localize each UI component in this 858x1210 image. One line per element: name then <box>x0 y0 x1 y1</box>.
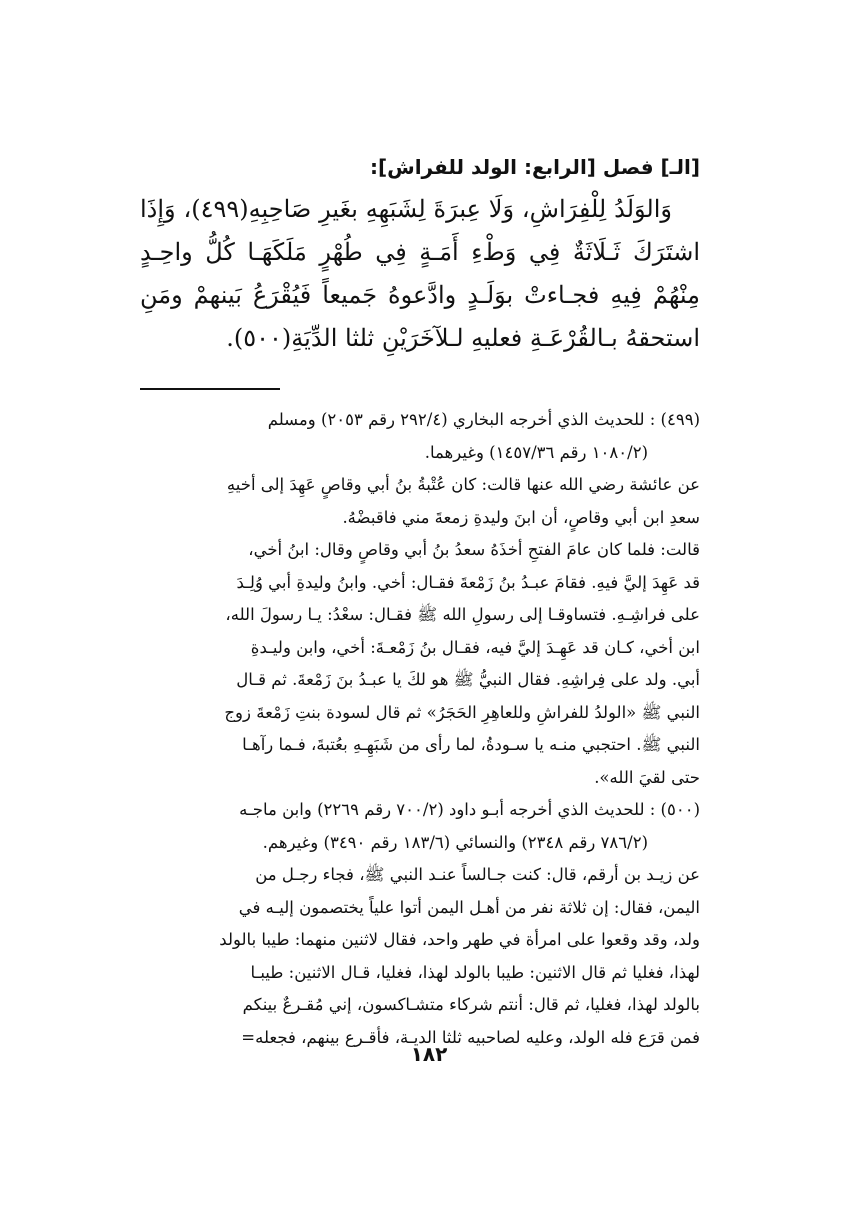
footnote-line: على فراشِـهِ. فتساوقـا إلى رسولِ الله ﷺ فقـال: سعْدُ: يـا رسولَ الله، <box>225 605 700 624</box>
footnote-line: عن زيـد بن أرقم، قال: كنت جـالساً عنـد النبي ﷺ، فجاء رجـل من <box>255 865 700 884</box>
footnote-line: (٧٨٦/٢ رقم ٢٣٤٨) والنسائي (١٨٣/٦ رقم ٣٤٩٠) وغيرهم. <box>262 832 648 852</box>
footnote-line: فمن قرَع فله الولد، وعليه لصاحبيه ثلثا الديـة، فأقـرع بينهم، فجعله= <box>241 1027 700 1047</box>
main-text <box>140 188 700 360</box>
footnote-line: ابن أخي، كـان قد عَهِـدَ إليَّ فيه، فقـال بنُ زَمْعـةَ: أخي، وابن وليـدةِ <box>250 637 700 657</box>
footnotes <box>140 404 700 1054</box>
footnote-line: عن عائشة رضي الله عنها قالت: كان عُتْبةُ بنُ أبي وقاصٍ عَهِدَ إلى أخيهِ <box>226 475 700 494</box>
footnote-separator <box>140 388 280 390</box>
footnote-line: سعدِ ابن أبي وقاصٍ، أن ابنَ وليدةِ زمعةَ مني فاقبضْهُ. <box>342 507 700 527</box>
footnote-line: أبي. ولد على فِراشِهِ. فقال النبيُّ ﷺ هو لكَ يا عبـدُ بنَ زَمْعةَ. ثم قـال <box>236 670 700 689</box>
footnote-line: (١٠٨٠/٢ رقم ١٤٥٧/٣٦) وغيرهما. <box>424 442 648 462</box>
footnote-line: بالولد لهذا، فغليا، ثم قال: أنتم شركاء متشـاكسون، إني مُقـرعٌ بينكم <box>242 995 700 1014</box>
main-paragraph: وَالوَلَدُ لِلْفِرَاشِ، وَلَا عِبرَةَ لِشَبَهِهِ بغَيرِ صَاحِبِهِ(٤٩٩)، وَإِذَا اشتَرَكَ ثَـلَاثَةٌ فِي وَطْءِ أَمَـةٍ فِي طُهْرٍ مَلَكَهَـا كُلُّ واحِـدٍ مِنْهُمْ فِيهِ فجـاءتْ بوَلَـدٍ وادَّعوهُ جَميعاً فَيُقْرَعُ بَينهمْ ومَنِ استحقهُ بـالقُرْعَـةِ فعليهِ لـلآخَرَيْنِ ثلثا الدِّيَةِ(٥٠٠). <box>140 195 700 352</box>
footnote-line: لهذا، فغليا ثم قال الاثنين: طيبا بالولد لهذا، فغليا، قـال الاثنين: طيبـا <box>250 962 700 982</box>
book-page <box>140 150 700 1054</box>
footnote-line: النبي ﷺ. احتجبي منـه يا سـودةُ، لما رأى من شَبَهِـهِ بعُتبةَ، فـما رآهـا <box>242 735 700 754</box>
page-number: ١٨٢ <box>410 1042 448 1066</box>
footnote-line: قد عَهِدَ إليَّ فيهِ. فقامَ عبـدُ بنُ زَمْعةَ فقـال: أخي. وابنُ وليدةِ أبي وُلِـدَ <box>236 572 700 592</box>
footnote-line: النبي ﷺ «الولدُ للفراشِ وللعاهِرِ الحَجَرُ» ثم قال لسودة بنتِ زَمْعةَ زوج <box>224 702 700 722</box>
footnote-line: (٥٠٠) : للحديث الذي أخرجه أبـو داود (٧٠٠/٢ رقم ٢٢٦٩) وابن ماجـه <box>239 800 700 819</box>
section-heading: [الـ] فصل [الرابع: الولد للفراش]: <box>369 155 700 179</box>
footnote-line: (٤٩٩) : للحديث الذي أخرجه البخاري (٢٩٢/٤ رقم ٢٠٥٣) ومسلم <box>267 410 700 429</box>
footnote-line: ولد، وقد وقعوا على امرأة في طهر واحد، فقال لاثنين منهما: طيبا بالولد <box>219 930 700 949</box>
footnote-line: اليمن، فقال: إن ثلاثة نفر من أهـل اليمن أتوا علياً يختصمون إليـه في <box>238 897 700 917</box>
footnote-line: قالت: فلما كان عامَ الفتحِ أخذَهُ سعدُ بنُ أبي وقاصٍ وقال: ابنُ أخي، <box>248 540 700 559</box>
footnote-line: حتى لقيَ الله». <box>594 767 700 787</box>
footnote-separator-wrap <box>140 388 700 390</box>
